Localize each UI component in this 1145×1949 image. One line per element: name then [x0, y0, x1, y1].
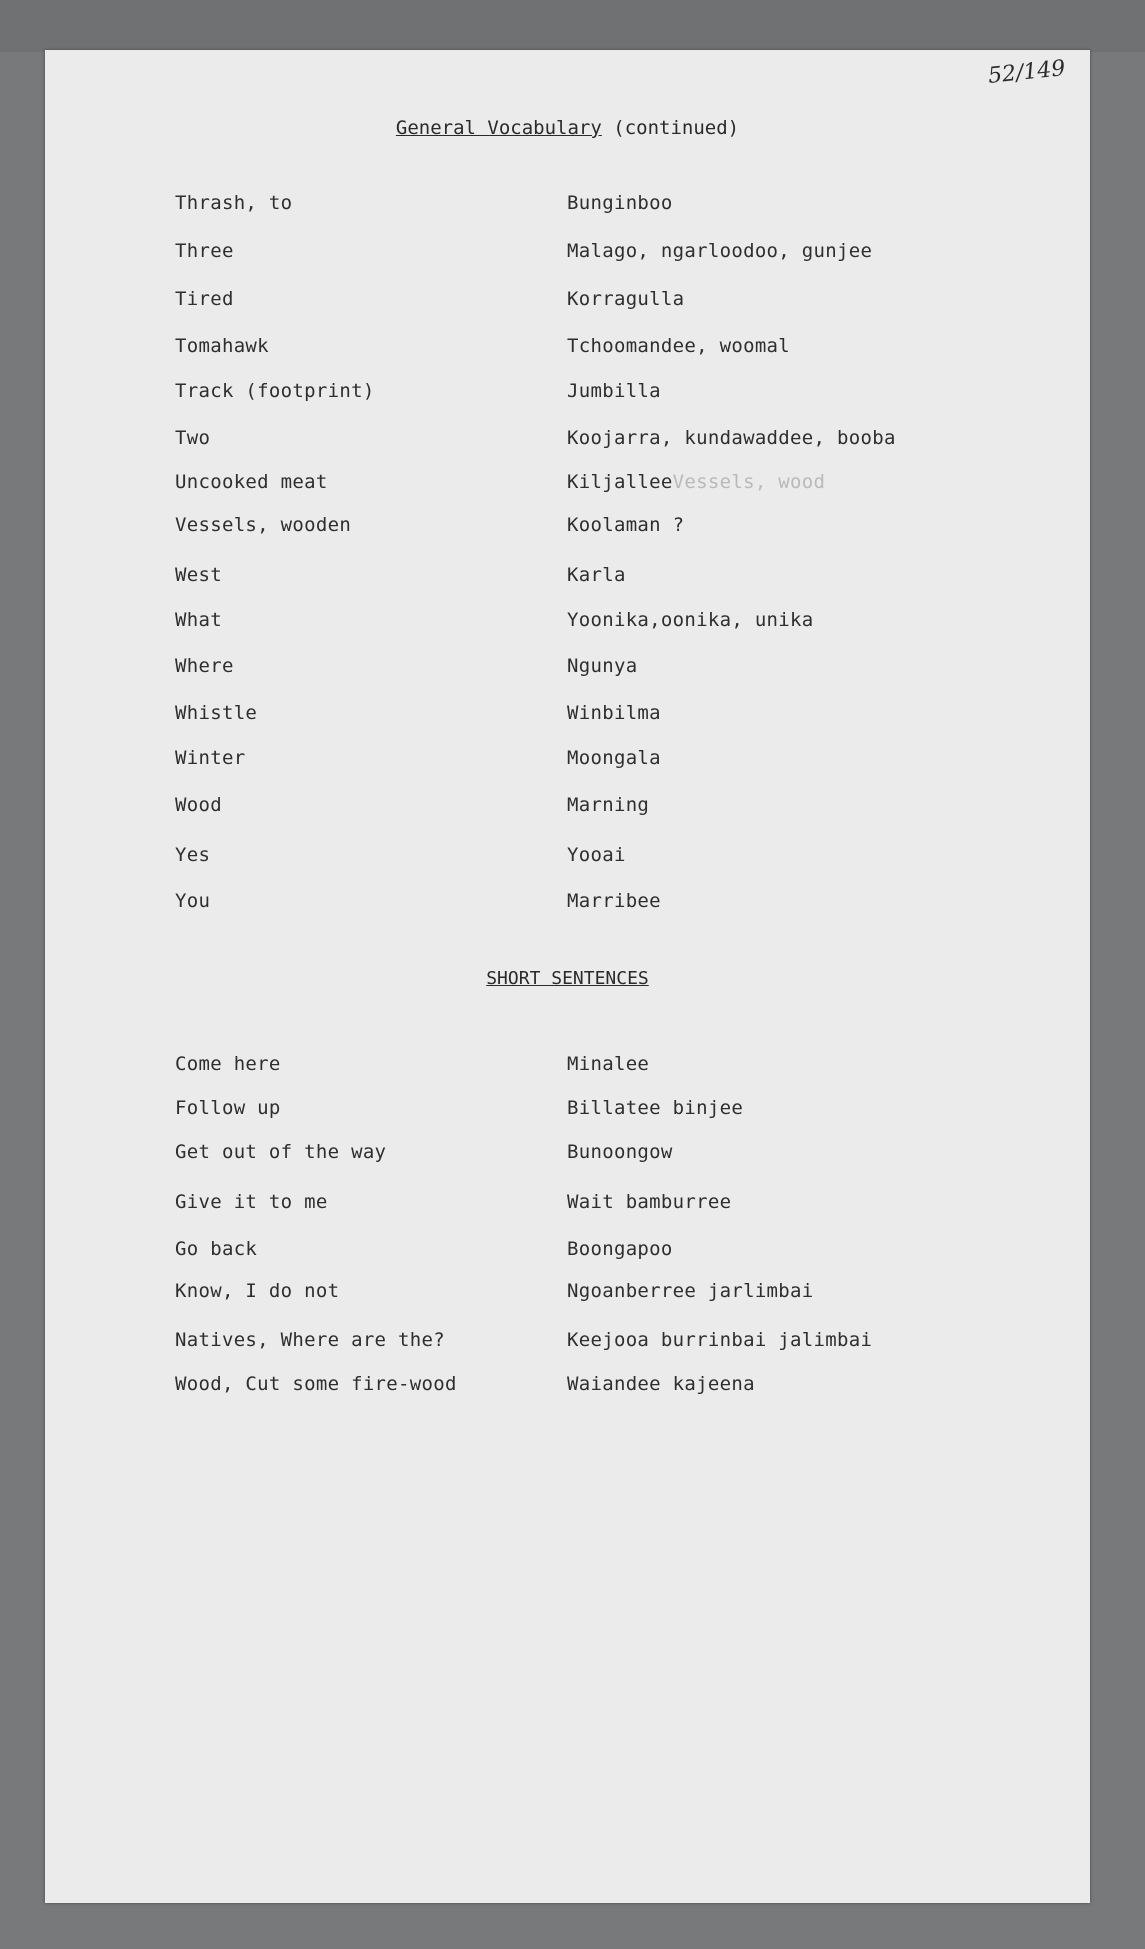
vocab-row: [45, 514, 1090, 542]
vocab-row-english: Winter: [175, 747, 246, 769]
sentence-row-english: Know, I do not: [175, 1280, 340, 1302]
vocab-row-english: West: [175, 564, 222, 586]
vocab-row: [45, 335, 1090, 363]
vocab-row: [45, 240, 1090, 268]
sentence-row: [45, 1238, 1090, 1266]
vocab-row-translation-text: Korragulla: [567, 288, 685, 310]
sentence-row-translation-text: Ngoanberree jarlimbai: [567, 1280, 814, 1302]
vocab-row-translation-text: Winbilma: [567, 702, 661, 724]
vocab-row-translation-text: Karla: [567, 564, 626, 586]
vocab-row-translation: [567, 192, 673, 214]
vocab-row-english: Three: [175, 240, 234, 262]
vocab-row-translation-text: Tchoomandee, woomal: [567, 335, 791, 357]
sentence-row-translation: [567, 1238, 673, 1260]
vocab-row-translation-text: Jumbilla: [567, 380, 661, 402]
vocab-row-english: Track (footprint): [175, 380, 375, 402]
sentence-row-translation: [567, 1097, 743, 1119]
sentence-row-translation: [567, 1373, 755, 1395]
vocab-row: [45, 702, 1090, 730]
vocab-row-english: What: [175, 609, 222, 631]
vocab-row: [45, 655, 1090, 683]
vocab-row-translation-text: Yoonika,oonika, unika: [567, 609, 814, 631]
title-suffix: (continued): [601, 117, 740, 139]
sentence-row: [45, 1329, 1090, 1357]
vocab-row: [45, 564, 1090, 592]
vocab-row-translation: [567, 514, 684, 536]
sentence-row-english: Get out of the way: [175, 1141, 387, 1163]
vocab-row-translation-text: Yooai: [567, 844, 626, 866]
sentence-row-translation: [567, 1329, 872, 1351]
sentence-row-translation: [567, 1280, 814, 1302]
vocab-row-translation: [567, 655, 637, 677]
vocab-row-translation-text: Malago, ngarloodoo, gunjee: [567, 240, 873, 262]
sentence-row-translation-text: Bunoongow: [567, 1141, 673, 1163]
vocab-row-translation: [567, 794, 649, 816]
vocab-row: [45, 794, 1090, 822]
vocab-row-translation-text: Ngunya: [567, 655, 638, 677]
sentence-row: [45, 1053, 1090, 1081]
vocab-row-translation-text: Kiljallee: [567, 471, 673, 493]
vocab-row-english: Tired: [175, 288, 234, 310]
scan-frame: [0, 0, 1145, 52]
vocab-row-translation: [567, 335, 790, 357]
vocab-row: [45, 192, 1090, 220]
vocab-row-translation: [567, 609, 814, 631]
sentence-row: [45, 1097, 1090, 1125]
sentence-row-english: Give it to me: [175, 1191, 328, 1213]
title-main: General Vocabulary: [395, 117, 602, 139]
vocab-row-translation: [567, 427, 896, 449]
vocab-row: [45, 288, 1090, 316]
sentence-row-translation-text: Minalee: [567, 1053, 650, 1075]
vocab-row-faded-text: Vessels, wood: [672, 471, 826, 493]
sentence-row: [45, 1373, 1090, 1401]
vocab-row: [45, 747, 1090, 775]
vocab-row-translation-text: Marribee: [567, 890, 661, 912]
vocab-row-english: Vessels, wooden: [175, 514, 352, 536]
vocab-row-english: Thrash, to: [175, 192, 293, 214]
page-number: 52/149: [986, 56, 1067, 89]
sentence-row-translation-text: Wait bamburree: [567, 1191, 732, 1213]
vocab-row-english: Uncooked meat: [175, 471, 328, 493]
sentence-row-english: Come here: [175, 1053, 281, 1075]
sentence-row-english: Natives, Where are the?: [175, 1329, 445, 1351]
vocab-row-translation-text: Bunginboo: [567, 192, 673, 214]
vocab-row-translation: [567, 380, 661, 402]
page-title: [45, 117, 1090, 139]
sentence-row-english: Follow up: [175, 1097, 281, 1119]
vocab-row: [45, 890, 1090, 918]
vocab-row-english: Whistle: [175, 702, 258, 724]
sentence-row-translation: [567, 1191, 731, 1213]
vocab-row-translation-text: Moongala: [567, 747, 661, 769]
vocab-row-translation: [567, 844, 626, 866]
vocab-row: [45, 844, 1090, 872]
vocab-row-english: You: [175, 890, 211, 912]
vocab-row: [45, 471, 1090, 499]
vocab-row-translation: [567, 747, 661, 769]
sentence-row-english: Go back: [175, 1238, 258, 1260]
sentence-row: [45, 1141, 1090, 1169]
sentence-row-translation: [567, 1141, 673, 1163]
vocab-row-translation: [567, 240, 872, 262]
vocab-row: [45, 380, 1090, 408]
sentence-row-translation-text: Keejooa burrinbai jalimbai: [567, 1329, 873, 1351]
vocab-row-translation: [567, 288, 684, 310]
vocab-row-translation: [567, 890, 661, 912]
vocab-row-translation-text: Koolaman ?: [567, 514, 685, 536]
sentence-row-translation-text: Waiandee kajeena: [567, 1373, 755, 1395]
sentence-row-translation: [567, 1053, 649, 1075]
vocab-row-translation: [567, 564, 626, 586]
vocab-row-english: Wood: [175, 794, 222, 816]
sentence-row-translation-text: Billatee binjee: [567, 1097, 744, 1119]
vocab-row-english: Tomahawk: [175, 335, 269, 357]
vocab-row-translation: [567, 702, 661, 724]
sentence-row-translation-text: Boongapoo: [567, 1238, 673, 1260]
document-page: [45, 50, 1090, 1903]
vocab-row-english: Where: [175, 655, 234, 677]
section-title: SHORT SENTENCES: [486, 968, 649, 989]
vocab-row-english: Yes: [175, 844, 211, 866]
sentence-row: [45, 1280, 1090, 1308]
sentence-row: [45, 1191, 1090, 1219]
vocab-row-translation: [567, 471, 825, 493]
vocab-row-translation-text: Koojarra, kundawaddee, booba: [567, 427, 896, 449]
sentence-row-english: Wood, Cut some fire-wood: [175, 1373, 457, 1395]
vocab-row-english: Two: [175, 427, 211, 449]
vocab-row: [45, 427, 1090, 455]
vocab-row: [45, 609, 1090, 637]
vocab-row-translation-text: Marning: [567, 794, 650, 816]
